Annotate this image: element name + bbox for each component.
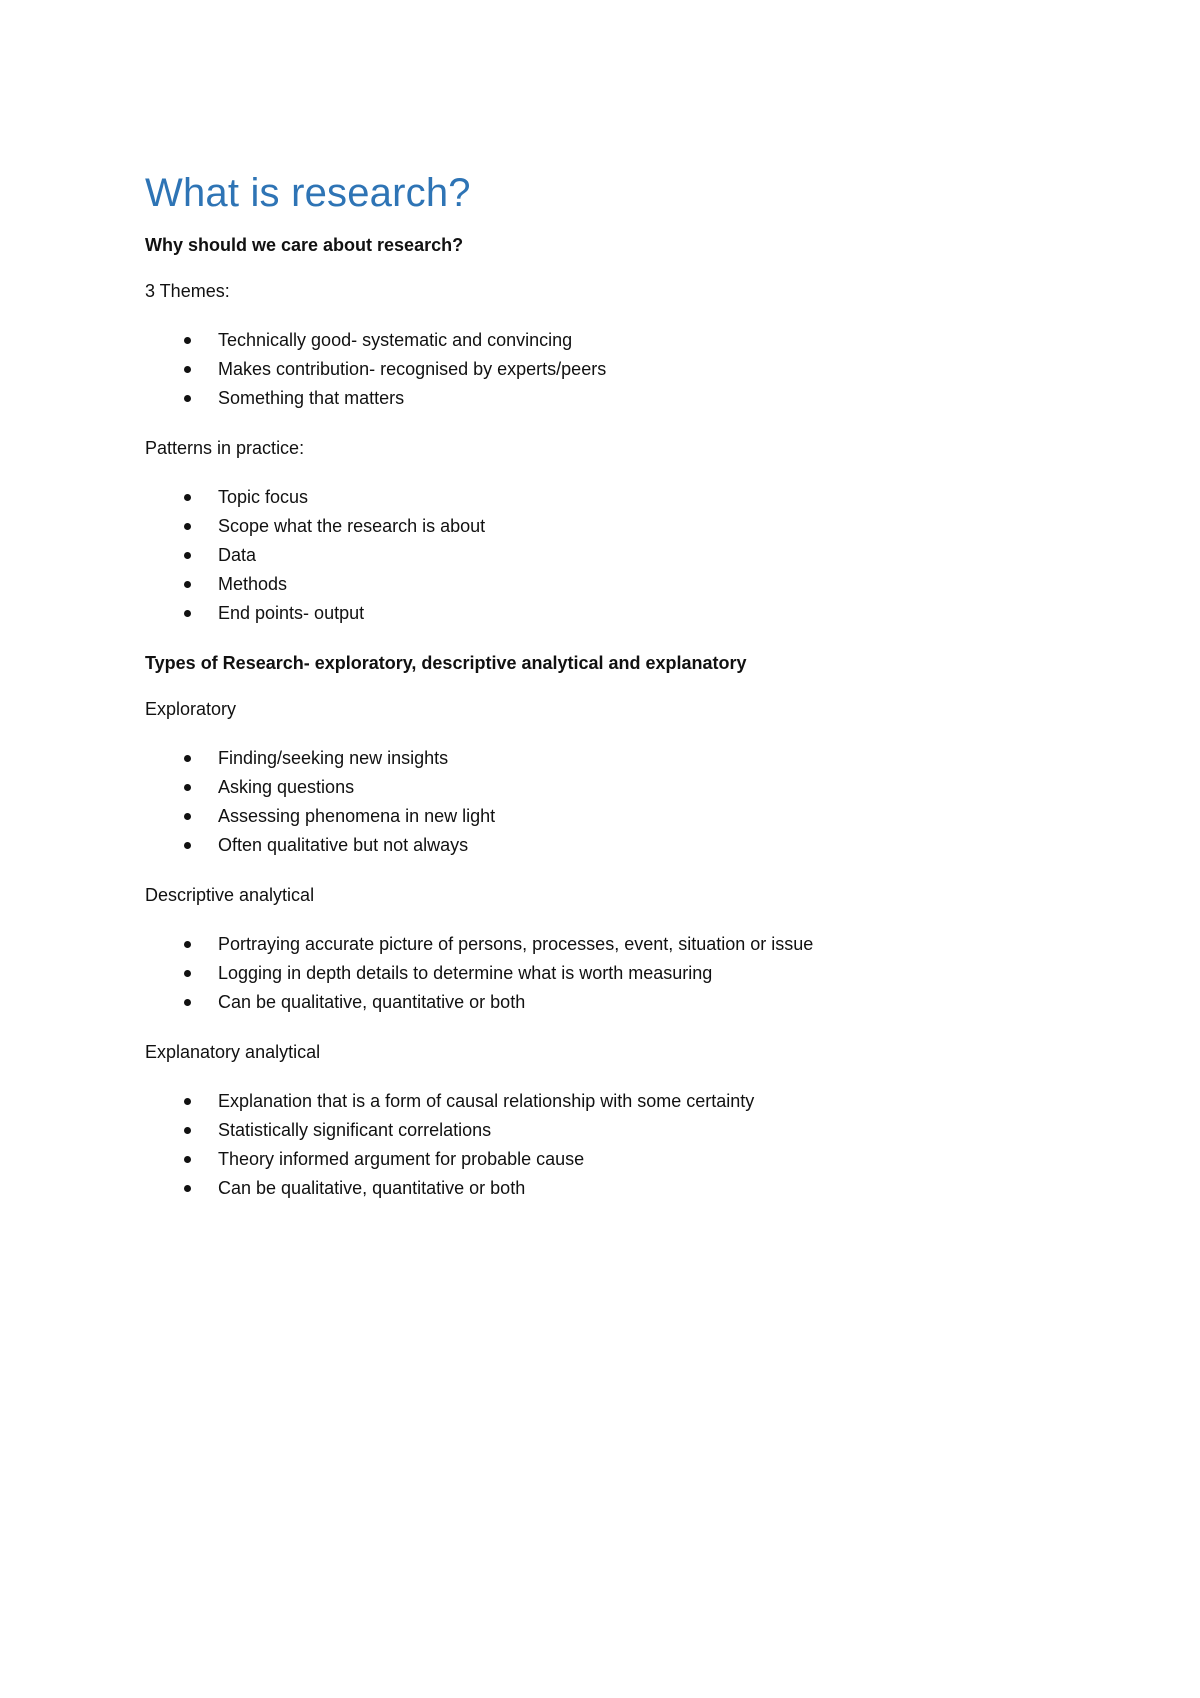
list-item-text: Logging in depth details to determine what is worth measuring (218, 963, 713, 983)
list-item (145, 1087, 1045, 1116)
bullet-icon (184, 999, 191, 1006)
list-item-text: Something that matters (218, 388, 405, 408)
descriptive-label: Descriptive analytical (145, 885, 315, 905)
list-item (145, 1174, 1045, 1203)
themes-label: 3 Themes: (145, 281, 230, 301)
list-item-text: Statistically significant correlations (218, 1120, 492, 1140)
bullet-icon (184, 552, 191, 559)
list-item-text: Scope what the research is about (218, 516, 486, 536)
exploratory-label: Exploratory (145, 699, 237, 719)
patterns-label: Patterns in practice: (145, 438, 305, 458)
bullet-icon (184, 337, 191, 344)
list-item (145, 1116, 1045, 1145)
list-item (145, 802, 1045, 831)
list-item (145, 326, 1045, 355)
list-item-text: Theory informed argument for probable cause (218, 1149, 585, 1169)
list-item (145, 512, 1045, 541)
bullet-icon (184, 366, 191, 373)
document-body (145, 170, 1045, 1227)
subtitle-question: Why should we care about research? (145, 235, 464, 255)
list-item-text: Makes contribution- recognised by experts/peers (218, 359, 607, 379)
bullet-icon (184, 941, 191, 948)
descriptive-list (145, 930, 1045, 1017)
bullet-icon (184, 1098, 191, 1105)
bullet-icon (184, 813, 191, 820)
list-item-text: Can be qualitative, quantitative or both (218, 1178, 526, 1198)
list-item-text: Can be qualitative, quantitative or both (218, 992, 526, 1012)
list-item (145, 355, 1045, 384)
explanatory-label: Explanatory analytical (145, 1042, 321, 1062)
bullet-icon (184, 1185, 191, 1192)
bullet-icon (184, 842, 191, 849)
themes-list (145, 326, 1045, 413)
list-item (145, 541, 1045, 570)
list-item-text: Topic focus (218, 487, 309, 507)
bullet-icon (184, 610, 191, 617)
list-item-text: Methods (218, 574, 288, 594)
list-item-text: Often qualitative but not always (218, 835, 469, 855)
list-item (145, 1145, 1045, 1174)
bullet-icon (184, 395, 191, 402)
bullet-icon (184, 970, 191, 977)
bullet-icon (184, 755, 191, 762)
list-item-text: Data (218, 545, 257, 565)
types-heading: Types of Research- exploratory, descriptive analytical and explanatory (145, 653, 747, 673)
list-item (145, 570, 1045, 599)
list-item (145, 384, 1045, 413)
list-item-text: Finding/seeking new insights (218, 748, 449, 768)
list-item (145, 744, 1045, 773)
list-item-text: Asking questions (218, 777, 355, 797)
bullet-icon (184, 581, 191, 588)
bullet-icon (184, 1127, 191, 1134)
list-item (145, 599, 1045, 628)
list-item (145, 930, 1045, 959)
list-item-text: Assessing phenomena in new light (218, 806, 496, 826)
document-title: What is research? (145, 171, 471, 215)
list-item (145, 959, 1045, 988)
exploratory-list (145, 744, 1045, 860)
bullet-icon (184, 523, 191, 530)
list-item-text: Technically good- systematic and convincing (218, 330, 573, 350)
bullet-icon (184, 494, 191, 501)
bullet-icon (184, 1156, 191, 1163)
list-item-text: Explanation that is a form of causal relationship with some certainty (218, 1091, 755, 1111)
list-item-text: End points- output (218, 603, 365, 623)
list-item (145, 988, 1045, 1017)
list-item-text: Portraying accurate picture of persons, processes, event, situation or issue (218, 934, 814, 954)
patterns-list (145, 483, 1045, 628)
list-item (145, 773, 1045, 802)
bullet-icon (184, 784, 191, 791)
list-item (145, 831, 1045, 860)
list-item (145, 483, 1045, 512)
explanatory-list (145, 1087, 1045, 1203)
